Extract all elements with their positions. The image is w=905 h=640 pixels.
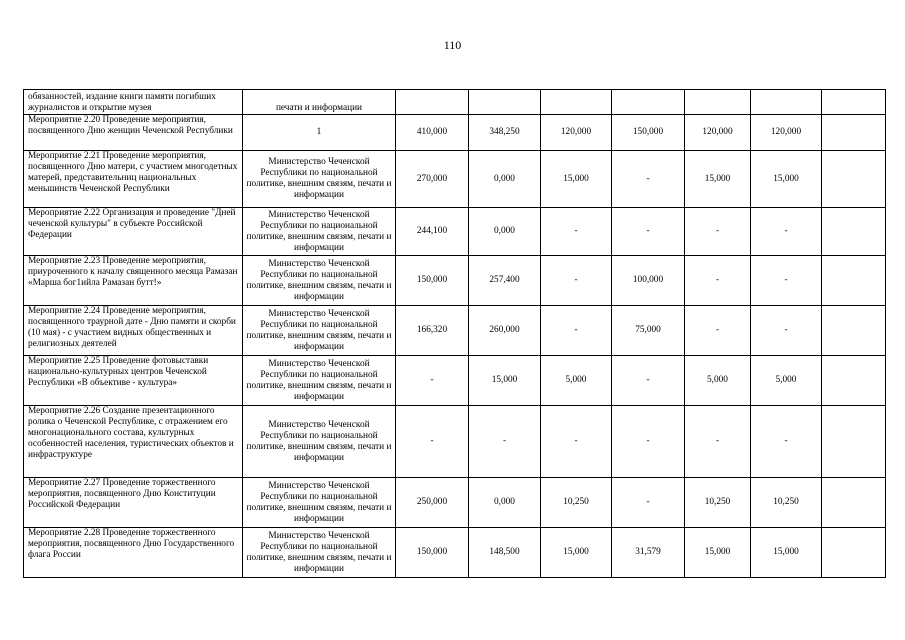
executor-cell: Министерство Чеченской Республики по национальной политике, внешним связям, печати и информации [243,208,396,256]
value-cell: - [541,208,612,256]
executor-cell: Министерство Чеченской Республики по национальной политике, внешним связям, печати и информации [243,356,396,406]
value-cell: 15,000 [469,356,541,406]
value-cell: 150,000 [396,256,469,306]
value-cell [541,90,612,115]
table-row [24,151,886,208]
value-cell: 410,000 [396,115,469,151]
executor-cell: 1 [243,115,396,151]
value-cell: 150,000 [612,115,685,151]
value-cell: - [751,208,822,256]
value-cell [469,90,541,115]
value-cell: - [612,478,685,528]
value-cell: - [396,406,469,478]
value-cell [822,90,886,115]
value-cell: 15,000 [541,151,612,208]
value-cell: 257,400 [469,256,541,306]
measure-name-cell: Мероприятие 2.27 Проведение торжественного мероприятия, посвященного Дню Конституции Российской Федерации [24,478,243,528]
value-cell: 75,000 [612,306,685,356]
value-cell: 166,320 [396,306,469,356]
value-cell: 0,000 [469,208,541,256]
executor-cell: Министерство Чеченской Республики по национальной политике, внешним связям, печати и информации [243,256,396,306]
table-row [24,406,886,478]
executor-cell: печати и информации [243,90,396,115]
value-cell [822,528,886,578]
value-cell [822,406,886,478]
value-cell: 10,250 [541,478,612,528]
executor-cell: Министерство Чеченской Республики по национальной политике, внешним связям, печати и информации [243,151,396,208]
value-cell: - [541,256,612,306]
value-cell: 5,000 [751,356,822,406]
value-cell: 250,000 [396,478,469,528]
value-cell: - [612,356,685,406]
table-row [24,306,886,356]
value-cell: - [685,406,751,478]
value-cell: 244,100 [396,208,469,256]
value-cell: - [541,306,612,356]
executor-cell: Министерство Чеченской Республики по национальной политике, внешним связям, печати и информации [243,306,396,356]
budget-table [23,89,886,578]
value-cell: - [685,256,751,306]
executor-cell: Министерство Чеченской Республики по национальной политике, внешним связям, печати и информации [243,478,396,528]
measure-name-cell: Мероприятие 2.28 Проведение торжественного мероприятия, посвященного Дню Государственного флага России [24,528,243,578]
measure-name-cell: Мероприятие 2.26 Создание презентационного ролика о Чеченской Республике, с отражением его многонационального состава, культурных особенностей населения, туристических объектов и инфраструктуре [24,406,243,478]
measure-name-cell: обязанностей, издание книги памяти погибших журналистов и открытие музея [24,90,243,115]
value-cell: - [612,406,685,478]
value-cell [685,90,751,115]
value-cell: 15,000 [751,528,822,578]
value-cell: 15,000 [685,528,751,578]
table-row [24,208,886,256]
measure-name-cell: Мероприятие 2.24 Проведение мероприятия, посвященного траурной дате - Дню памяти и скорби (10 мая) - с участием видных общественных и религиозных деятелей [24,306,243,356]
value-cell: - [541,406,612,478]
value-cell [612,90,685,115]
measure-name-cell: Мероприятие 2.21 Проведение мероприятия, посвященного Дню матери, с участием многодетных матерей, представительниц национальных меньшинств Чеченской Республики [24,151,243,208]
table-row [24,256,886,306]
value-cell: 5,000 [541,356,612,406]
value-cell: 270,000 [396,151,469,208]
measure-name-cell: Мероприятие 2.22 Организация и проведение "Дней чеченской культуры" в субъекте Российской Федерации [24,208,243,256]
value-cell: 31,579 [612,528,685,578]
value-cell: 0,000 [469,478,541,528]
page-number: 110 [443,38,462,52]
executor-cell: Министерство Чеченской Республики по национальной политике, внешним связям, печати и информации [243,406,396,478]
value-cell [822,208,886,256]
value-cell: 150,000 [396,528,469,578]
value-cell: 120,000 [541,115,612,151]
value-cell: 260,000 [469,306,541,356]
table-row [24,478,886,528]
measure-name-cell: Мероприятие 2.23 Проведение мероприятия, приуроченного к началу священного месяца Рамазан «Марша бог1ийла Рамазан бутт!» [24,256,243,306]
value-cell [822,115,886,151]
value-cell: - [685,306,751,356]
value-cell: - [612,151,685,208]
value-cell: 348,250 [469,115,541,151]
table-row [24,115,886,151]
value-cell: 15,000 [751,151,822,208]
measure-name-cell: Мероприятие 2.25 Проведение фотовыставки национально-культурных центров Чеченской Республики «В объективе - культура» [24,356,243,406]
measure-name-cell: Мероприятие 2.20 Проведение мероприятия, посвященного Дню женщин Чеченской Республики [24,115,243,151]
table-row [24,528,886,578]
value-cell: - [396,356,469,406]
value-cell: - [751,306,822,356]
value-cell: - [612,208,685,256]
executor-cell: Министерство Чеченской Республики по национальной политике, внешним связям, печати и информации [243,528,396,578]
value-cell [396,90,469,115]
value-cell: - [469,406,541,478]
value-cell: 10,250 [685,478,751,528]
value-cell: 120,000 [685,115,751,151]
value-cell [822,356,886,406]
value-cell: 120,000 [751,115,822,151]
value-cell [822,256,886,306]
value-cell: - [751,256,822,306]
value-cell: 0,000 [469,151,541,208]
value-cell: 15,000 [685,151,751,208]
value-cell [822,306,886,356]
value-cell: 15,000 [541,528,612,578]
value-cell [751,90,822,115]
value-cell: 148,500 [469,528,541,578]
value-cell: 100,000 [612,256,685,306]
value-cell [822,478,886,528]
value-cell [822,151,886,208]
table-row [24,356,886,406]
value-cell: - [751,406,822,478]
value-cell: 5,000 [685,356,751,406]
table-row [24,90,886,115]
value-cell: - [685,208,751,256]
value-cell: 10,250 [751,478,822,528]
